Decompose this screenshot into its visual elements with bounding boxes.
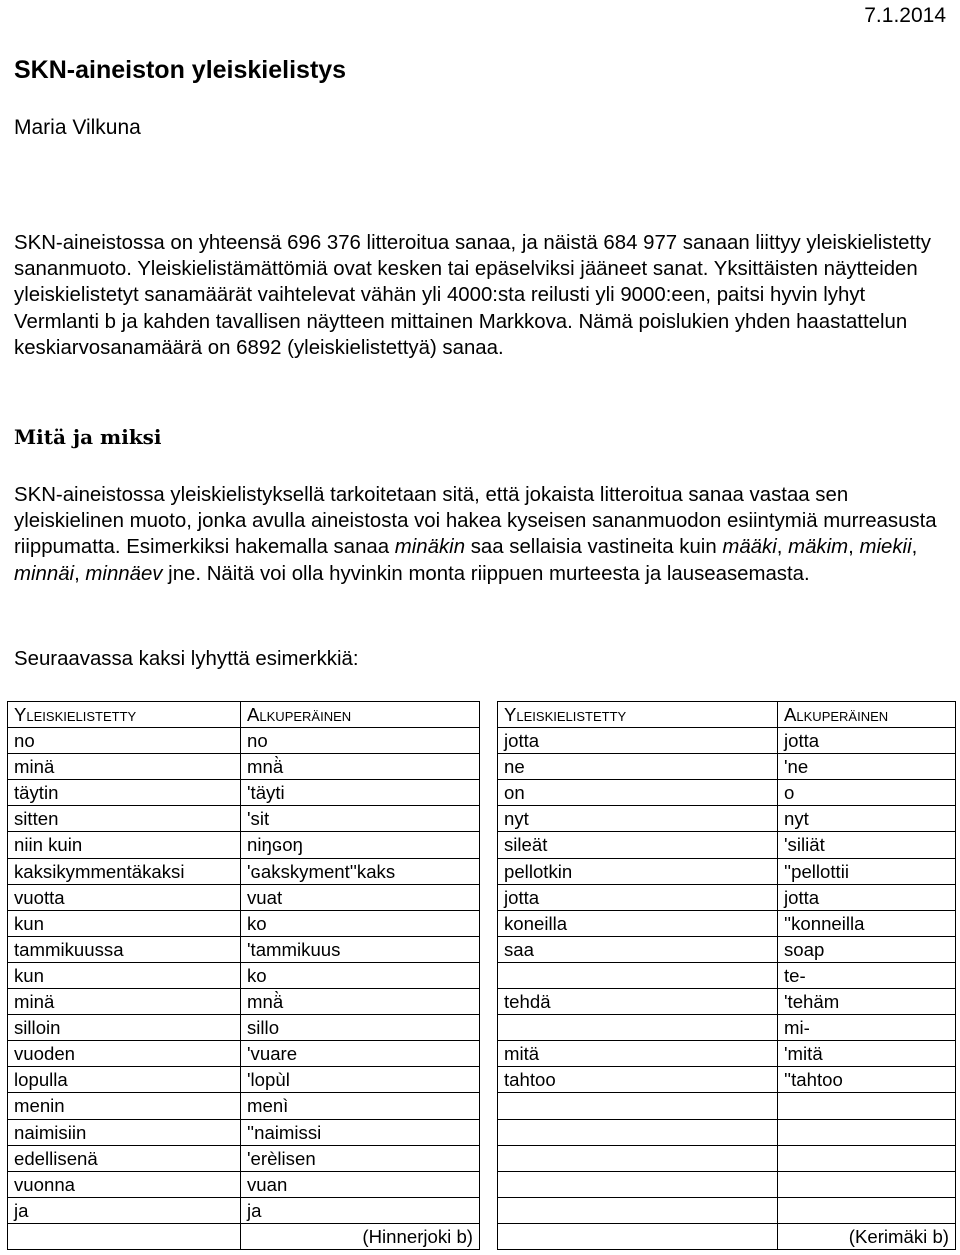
standardized-cell: koneilla — [498, 910, 778, 936]
standardized-cell — [8, 1223, 241, 1249]
explanation-text-1: SKN-aineistossa yleiskielistyksellä tarkoitetaan sitä, että jokaista litteroitua sanaa vastaa sen yleiskielinen muoto, jonka avulla aineistosta voi hakea kyseisen sananmuodon esiintymiä murreasusta riippumatta. Esimerkiksi hakemalla sanaa — [14, 484, 937, 559]
original-cell: (Hinnerjoki b) — [241, 1223, 480, 1249]
standardized-cell: no — [8, 728, 241, 754]
standardized-cell: pellotkin — [498, 858, 778, 884]
original-cell: 'lopùl — [241, 1067, 480, 1093]
table-row — [498, 754, 956, 780]
table-header-row — [8, 702, 480, 728]
standardized-cell: jotta — [498, 728, 778, 754]
table-row — [498, 1197, 956, 1223]
table-row — [498, 858, 956, 884]
original-cell: ja — [241, 1197, 480, 1223]
original-cell: 'erèlisen — [241, 1145, 480, 1171]
table-row — [8, 780, 480, 806]
original-cell: sillo — [241, 1015, 480, 1041]
standardized-cell: kun — [8, 962, 241, 988]
standardized-cell — [498, 1197, 778, 1223]
original-cell: ''naimissi — [241, 1119, 480, 1145]
original-cell: jotta — [778, 728, 956, 754]
table-row — [498, 884, 956, 910]
table-row — [498, 728, 956, 754]
table-row — [8, 1223, 480, 1249]
variant-word: minnäev — [85, 562, 163, 585]
standardized-cell: kaksikymmentäkaksi — [8, 858, 241, 884]
standardized-cell — [498, 962, 778, 988]
table-row — [498, 1067, 956, 1093]
separator: , — [74, 562, 86, 585]
original-cell: ko — [241, 962, 480, 988]
table-row — [8, 936, 480, 962]
column-header-original: Alkuperäinen — [778, 702, 956, 728]
table-row — [8, 858, 480, 884]
standardized-cell: sitten — [8, 806, 241, 832]
standardized-cell — [498, 1145, 778, 1171]
variant-word: mäkim — [788, 536, 849, 559]
table-row — [498, 832, 956, 858]
column-header-original: Alkuperäinen — [241, 702, 480, 728]
table-row — [8, 1145, 480, 1171]
standardized-cell — [498, 1119, 778, 1145]
standardized-cell: sileät — [498, 832, 778, 858]
standardized-cell — [498, 1015, 778, 1041]
original-cell — [778, 1171, 956, 1197]
standardized-cell: täytin — [8, 780, 241, 806]
original-cell: 'täyti — [241, 780, 480, 806]
standardized-cell: edellisenä — [8, 1145, 241, 1171]
table-row — [498, 806, 956, 832]
standardized-cell: naimisiin — [8, 1119, 241, 1145]
original-cell: 'sit — [241, 806, 480, 832]
standardized-cell — [498, 1093, 778, 1119]
table-row — [8, 1171, 480, 1197]
original-cell: ''pellottii — [778, 858, 956, 884]
intro-paragraph: SKN-aineistossa on yhteensä 696 376 litteroitua sanaa, ja näistä 684 977 sanaan liittyy yleiskielistetty sananmuoto. Yleiskielistämättömiä ovat kesken tai epäselviksi jääneet sanat. Yksittäisten näytteiden yleiskielistetyt sanamäärät vaihtelevat vähän yli 4000:sta reilusti yli 9000:een, paitsi hyvin lyhyt Vermlanti b ja kahden tavallisen näytteen mittainen Markkova. Nämä poislukien yhden haastattelun keskiarvosanamäärä on 6892 (yleiskielistettyä) sanaa. — [14, 232, 931, 359]
original-cell: no — [241, 728, 480, 754]
original-cell: vuat — [241, 884, 480, 910]
original-cell: 'tammikuus — [241, 936, 480, 962]
standardized-cell: silloin — [8, 1015, 241, 1041]
variant-word: miekii — [859, 536, 912, 559]
standardized-cell: mitä — [498, 1041, 778, 1067]
explanation-text-3: jne. Näitä voi olla hyvinkin monta riippuen murteesta ja lauseasemasta. — [162, 562, 810, 585]
table-row — [8, 989, 480, 1015]
column-header-standardized: Yleiskielistetty — [8, 702, 241, 728]
table-row — [8, 962, 480, 988]
standardized-cell: nyt — [498, 806, 778, 832]
table-row — [498, 936, 956, 962]
standardized-cell: lopulla — [8, 1067, 241, 1093]
standardized-cell: niin kuin — [8, 832, 241, 858]
standardized-cell: saa — [498, 936, 778, 962]
table-row — [8, 806, 480, 832]
table-row — [498, 1119, 956, 1145]
table-row — [8, 832, 480, 858]
table-row — [498, 910, 956, 936]
original-cell: mnä̀ — [241, 989, 480, 1015]
standardized-cell: vuonna — [8, 1171, 241, 1197]
original-cell: ''tahtoo — [778, 1067, 956, 1093]
table-row — [8, 754, 480, 780]
original-cell: te- — [778, 962, 956, 988]
standardized-cell: ja — [8, 1197, 241, 1223]
original-cell: (Kerimäki b) — [778, 1223, 956, 1249]
table-row — [498, 1015, 956, 1041]
original-cell: 'mitä — [778, 1041, 956, 1067]
table-row — [498, 962, 956, 988]
original-cell — [778, 1145, 956, 1171]
example-table-hinnerjoki — [7, 701, 480, 1250]
table-row — [498, 1041, 956, 1067]
standardized-cell: ne — [498, 754, 778, 780]
column-header-standardized: Yleiskielistetty — [498, 702, 778, 728]
document-date: 7.1.2014 — [864, 4, 946, 27]
table-row — [498, 780, 956, 806]
standardized-cell: jotta — [498, 884, 778, 910]
original-cell: 'siliät — [778, 832, 956, 858]
original-cell: 'vuare — [241, 1041, 480, 1067]
table-row — [498, 1171, 956, 1197]
examples-intro: Seuraavassa kaksi lyhyttä esimerkkiä: — [14, 648, 359, 670]
table-row — [8, 1041, 480, 1067]
original-cell: soap — [778, 936, 956, 962]
original-cell: jotta — [778, 884, 956, 910]
standardized-cell: tehdä — [498, 989, 778, 1015]
table-row — [498, 989, 956, 1015]
standardized-cell: menin — [8, 1093, 241, 1119]
original-cell: ko — [241, 910, 480, 936]
standardized-cell: kun — [8, 910, 241, 936]
explanation-text-2: saa sellaisia vastineita kuin — [465, 536, 723, 559]
separator: , — [911, 536, 918, 559]
original-cell: nyt — [778, 806, 956, 832]
original-cell: niŋɢoŋ — [241, 832, 480, 858]
table-row — [8, 884, 480, 910]
separator: , — [848, 536, 860, 559]
original-cell: 'tehäm — [778, 989, 956, 1015]
original-cell: vuan — [241, 1171, 480, 1197]
standardized-cell: vuoden — [8, 1041, 241, 1067]
document-author: Maria Vilkuna — [14, 116, 141, 139]
original-cell: 'ɢakskyment''kaks — [241, 858, 480, 884]
original-cell: mnä̀ — [241, 754, 480, 780]
table-row — [8, 1015, 480, 1041]
original-cell: 'ne — [778, 754, 956, 780]
table-row — [498, 1145, 956, 1171]
table-row — [8, 728, 480, 754]
table-row — [498, 1223, 956, 1249]
standardized-cell: tahtoo — [498, 1067, 778, 1093]
standardized-cell — [498, 1223, 778, 1249]
table-row — [8, 1197, 480, 1223]
original-cell — [778, 1197, 956, 1223]
original-cell: o — [778, 780, 956, 806]
table-row — [8, 1067, 480, 1093]
separator: , — [776, 536, 789, 559]
explanation-paragraph — [14, 482, 949, 587]
table-row — [8, 1119, 480, 1145]
standardized-cell: minä — [8, 754, 241, 780]
variant-word: minnäi — [14, 562, 75, 585]
standardized-cell: on — [498, 780, 778, 806]
original-cell: menì — [241, 1093, 480, 1119]
standardized-cell: minä — [8, 989, 241, 1015]
document-title: SKN-aineiston yleiskielistys — [14, 56, 347, 84]
example-table-kerimaki — [497, 701, 956, 1250]
standardized-cell — [498, 1171, 778, 1197]
variant-word: määki — [722, 536, 777, 559]
standardized-cell: tammikuussa — [8, 936, 241, 962]
original-cell — [778, 1119, 956, 1145]
original-cell: mi- — [778, 1015, 956, 1041]
table-header-row — [498, 702, 956, 728]
table-row — [8, 1093, 480, 1119]
original-cell: ''konneilla — [778, 910, 956, 936]
original-cell — [778, 1093, 956, 1119]
standardized-cell: vuotta — [8, 884, 241, 910]
table-row — [8, 910, 480, 936]
table-row — [498, 1093, 956, 1119]
section-heading: Mitä ja miksi — [14, 425, 162, 449]
example-word: minäkin — [394, 536, 466, 559]
